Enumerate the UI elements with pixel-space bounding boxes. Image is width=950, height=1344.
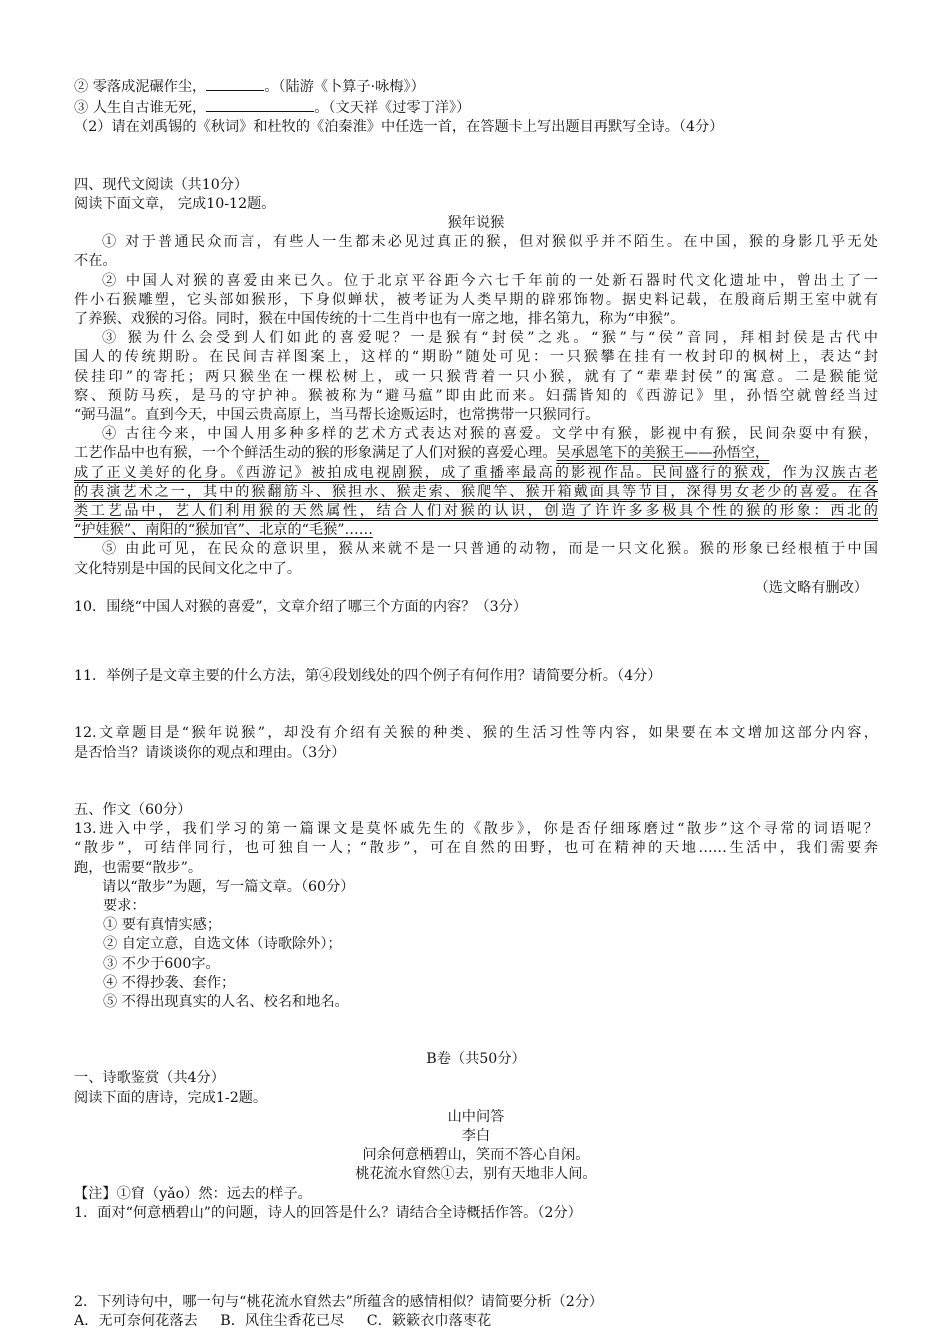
poem-line: 桃花流水窅然①去，别有天地非人间。 [355, 1166, 597, 1183]
underlined-example: 成了正义美好的化身。《西游记》被拍成电视剧猴，成了重播率最高的影视作品。民间盛行的猴戏，作为汉族古老 [74, 464, 878, 481]
underlined-example: 吴承恩笔下的美猴王——孙悟空， [556, 445, 770, 462]
poem-note: 【注】①窅（yǎo）然：远去的样子。 [74, 1185, 312, 1202]
section-heading: 五、作文（60分） [74, 801, 192, 818]
article-line [74, 521, 878, 540]
poem-title: 山中问答 [447, 1108, 505, 1125]
exam-page [74, 76, 878, 1331]
source-note: （选文略有删改） [754, 579, 868, 596]
article-line: 不在。 [74, 253, 117, 270]
requirement-item: ① 要有真情实感； [103, 917, 222, 934]
question-b1: 1．面对“何意栖碧山”的问题，诗人的回答是什么？请结合全诗概括作答。（2分） [74, 1204, 582, 1221]
question-12-cont: 是否恰当？请谈谈你的观点和理由。（3分） [74, 744, 346, 761]
question-13-cont: 跑，也需要“散步”。 [74, 859, 203, 876]
underlined-example: 的表演艺术之一，其中的猴翻筋斗、猴担水、猴走索、猴爬竿、猴开箱戴面具等节目，深得男女老少的喜爱。在各 [74, 483, 878, 500]
article-line: 侯挂印”的寄托；两只猴坐在一棵松树上，或一只猴背着一只小猴，就有了“辈辈封侯”的寓意。二是猴能觉 [74, 368, 878, 385]
question-12: 12.文章题目是“猴年说猴”，却没有介绍有关猴的种类、猴的生活习性等内容，如果要在本文增加这部分内容， [74, 725, 878, 742]
section-instruction: 阅读下面的唐诗，完成1-2题。 [74, 1089, 268, 1106]
underlined-example: “护娃猴”、南阳的“猴加官”、北京的“毛猴”…… [74, 522, 373, 539]
article-line: 文化特别是中国的民间文化之中了。 [74, 560, 302, 577]
article-line: ② 中国人对猴的喜爱由来已久。位于北京平谷距今六七千年前的一处新石器时代文化遗址中，曾出土了一 [102, 272, 878, 289]
essay-task: 请以“散步”为题，写一篇文章。（60分） [102, 878, 355, 895]
question-11: 11．举例子是文章主要的什么方法，第④段划线处的四个例子有何作用？请简要分析。（4分） [74, 668, 662, 685]
recite-question: （2）请在刘禹锡的《秋词》和杜牧的《泊秦淮》中任选一首，在答题卡上写出题目再默写全诗。（4分） [74, 119, 724, 136]
requirement-item: ④ 不得抄袭、套作； [103, 974, 236, 991]
article-line: 件小石猴雕塑，它头部如猴形，下身似蝉状，被考证为人类早期的辟邪饰物。据史料记载，在殷商后期王室中就有 [74, 291, 878, 308]
article-line: ④ 古往今来，中国人用多种多样的艺术方式表达对猴的喜爱。文学中有猴，影视中有猴，民间杂耍中有猴， [102, 426, 878, 443]
answer-blank[interactable] [206, 76, 264, 91]
requirements-label: 要求： [103, 897, 146, 914]
article-line: 国人的传统期盼。在民间吉祥图案上，这样的“期盼”随处可见：一只猴攀在挂有一枚封印的枫树上，表达“封 [74, 349, 878, 366]
question-13: 13.进入中学，我们学习的第一篇课文是莫怀戚先生的《散步》，你是否仔细琢磨过“散步”这个寻常的词语呢？ [74, 821, 878, 838]
article-title: 猴年说猴 [447, 215, 505, 232]
part-b-heading: B卷（共50分） [426, 1051, 526, 1068]
article-line: ① 对于普通民众而言，有些人一生都未必见过真正的猴，但对猴似乎并不陌生。在中国，猴的身影几乎无处 [102, 234, 878, 251]
question-10: 10．围绕“中国人对猴的喜爱”，文章介绍了哪三个方面的内容？（3分） [74, 599, 528, 616]
article-line: 工艺作品中也有猴，一个个鲜活生动的猴的形象满足了人们对猴的喜爱心理。吴承恩笔下的美猴王——孙悟空， [74, 445, 770, 462]
requirement-item: ② 自定立意，自选文体（诗歌除外）； [103, 936, 342, 953]
answer-blank[interactable] [206, 97, 314, 112]
article-line: “弼马温”。直到今天，中国云贵高原上，当马帮长途贩运时，也常携带一只猴同行。 [74, 407, 600, 424]
article-line: 察、预防马疾，是马的守护神。猴被称为“避马瘟”即由此而来。妇孺皆知的《西游记》里，孙悟空就曾经当过 [74, 387, 878, 404]
poem-author: 李白 [461, 1127, 491, 1144]
fill-question-3: ③ 人生自古谁无死， 。（文天祥《过零丁洋》） [74, 97, 878, 118]
requirement-item: ⑤ 不得出现真实的人名、校名和地名。 [103, 993, 349, 1010]
section-instruction: 阅读下面文章， 完成10-12题。 [74, 195, 276, 212]
article-line: 了养猴、戏猴的习俗。同时，猴在中国传统的十二生肖中也有一席之地，排名第九，称为“申猴”。 [74, 311, 685, 328]
answer-options: A．无可奈何花落去 B．风住尘香花已尽 C．簌簌衣巾落枣花 [74, 1313, 492, 1330]
section-heading: 四、现代文阅读（共10分） [74, 176, 249, 193]
question-13-cont: “散步”，可结伴同行，也可独自一人；“散步”，可在自然的田野，也可在精神的天地……生活中，我们需要奔 [74, 840, 878, 857]
article-line: ⑤ 由此可见，在民众的意识里，猴从来就不是一只普通的动物，而是一只文化猴。猴的形象已经根植于中国 [102, 541, 878, 558]
requirement-item: ③ 不少于600字。 [103, 955, 220, 972]
fill-question-2: ② 零落成泥碾作尘， 。（陆游《卜算子·咏梅》） [74, 76, 878, 97]
article-line: ③ 猴为什么会受到人们如此的喜爱呢？一是猴有“封侯”之兆。“猴”与“侯”音同，拜相封侯是古代中 [102, 330, 878, 347]
question-b2: 2．下列诗句中，哪一句与“桃花流水窅然去”所蕴含的感情相似？请简要分析（2分） [74, 1293, 604, 1310]
section-heading: 一、诗歌鉴赏（共4分） [74, 1070, 225, 1087]
underlined-example: 类工艺品中，艺人们利用猴的天然属性，结合人们对猴的认识，创造了许许多多极具个性的猴的形象：西北的 [74, 503, 878, 520]
poem-line: 问余何意栖碧山，笑而不答心自闲。 [362, 1147, 590, 1164]
